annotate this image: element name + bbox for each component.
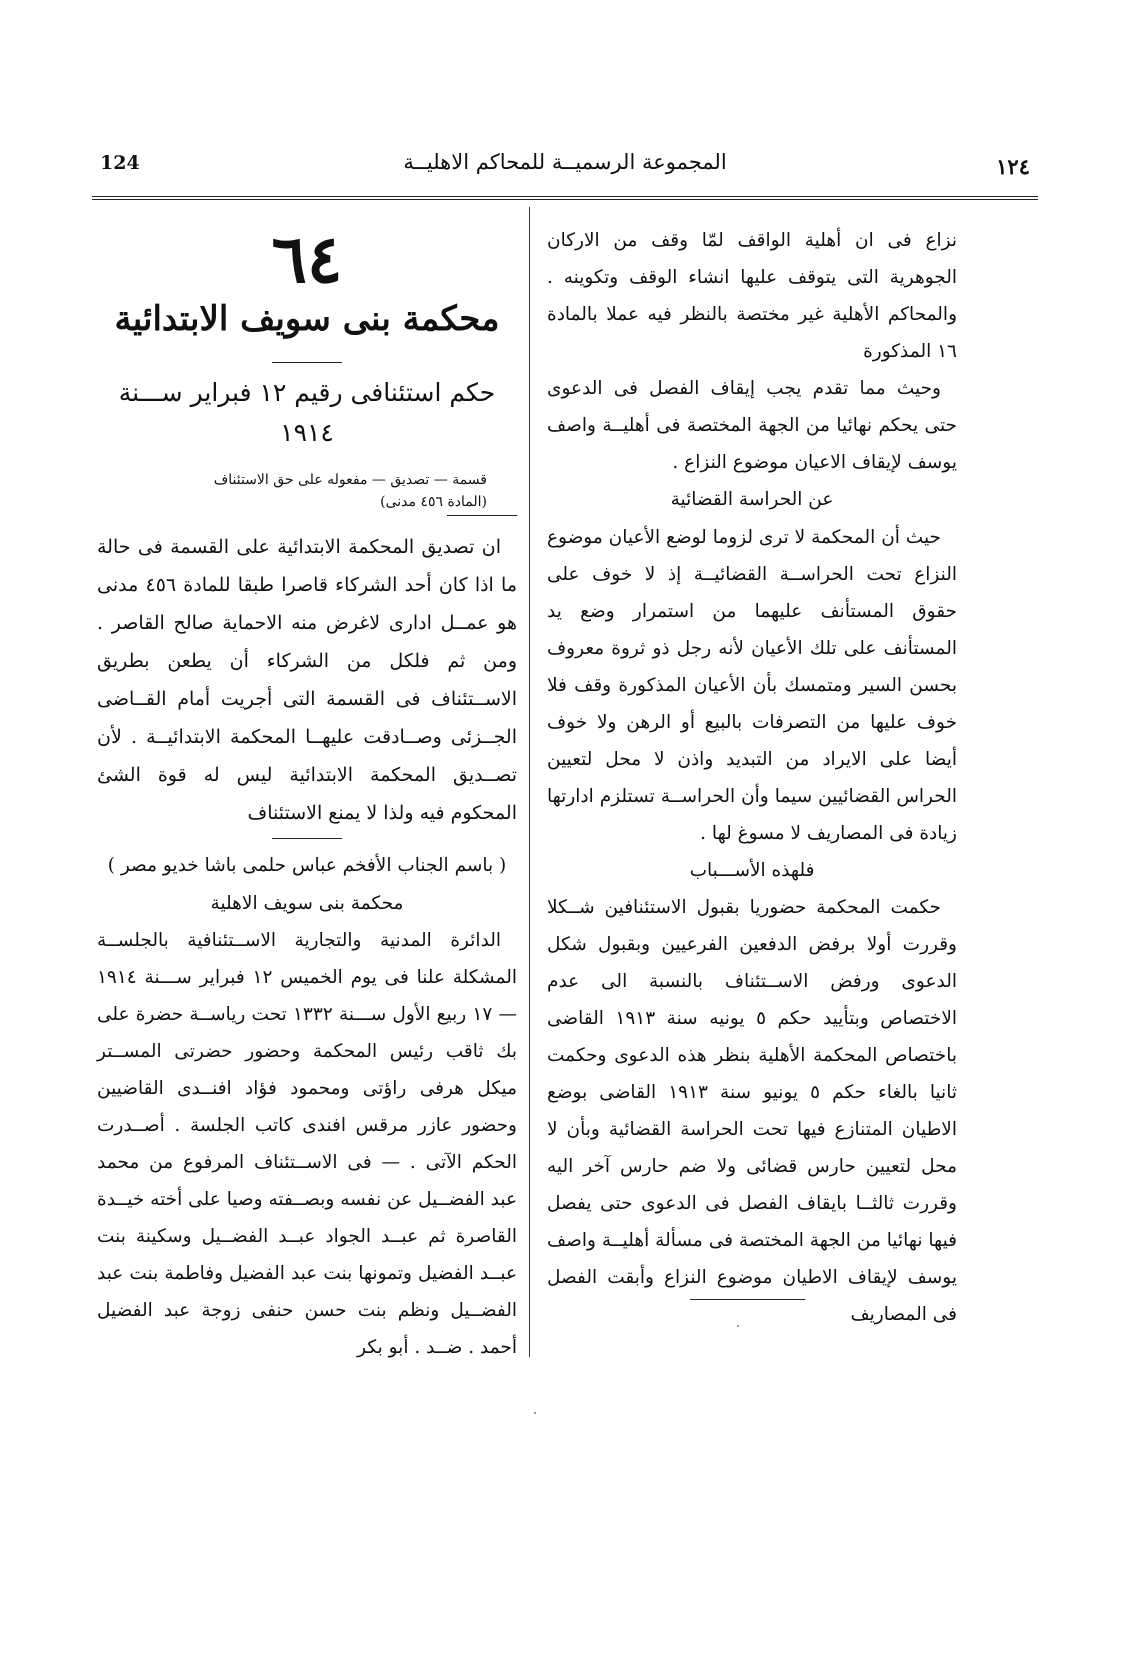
- keywords: قسمة — تصديق — مفعوله على حق الاستئناف: [213, 472, 487, 488]
- heading-guardianship: عن الحراسة القضائية: [670, 489, 834, 510]
- page-number-arabic: ١٢٤: [996, 154, 1030, 179]
- article-reference: (المادة ٤٥٦ مدنى): [380, 494, 487, 510]
- paragraph-guardianship: حيث أن المحكمة لا ترى لزوما لوضع الأعيان موضوع النزاع تحت الحراســة القضائيــة إذ لا خوف على حقوق المستأنف عليهما من استمرار وضع يد المستأنف على تلك الأعيان لأنه رجل ذو ثروة معروف بحسن السير ومتمسك بأن الأعيان المذكورة وقف فلا خوف عليها من التصرفات بالبيع أو الرهن ولا خوف أيضا على الايراد من التبديد واذن لا محل لتعيين الحراس القضائيين سيما وأن الحراســة تستلزم ادارتها زيادة فى المصاريف لا مسوغ لها .: [547, 526, 957, 844]
- summary-rule: [272, 838, 342, 839]
- right-column: [547, 222, 957, 1333]
- scan-speck: [534, 1412, 536, 1414]
- ruling-title: حكم استئنافى رقيم ١٢ فبراير ســـنة ١٩١٤: [118, 378, 496, 447]
- court-line: محكمة بنى سويف الاهلية: [210, 892, 404, 914]
- paragraph-verdict: حكمت المحكمة حضوريا بقبول الاستئنافين شــكلا وقررت أولا برفض الدفعين الفرعيين وبقبول شكل الدعوى ورفض الاســتئناف بالنسبة الى عدم الاختصاص وبتأييد حكم ٥ يونيه سنة ١٩١٣ القاضى باختصاص المحكمة الأهلية بنظر هذه الدعوى وحكمت ثانيا بالغاء حكم ٥ يونيو سنة ١٩١٣ القاضى بوضع الاطيان المتنازع فيها تحت الحراسة القضائية وبأن لا محل لتعيين حارس قضائى ولا ضم حارس آخر اليه وقررت ثالثــا بايقاف الفصل فى الدعوى حتى يفصل فيها نهائيا من الجهة المختصة فى مسألة أهليــة واصف يوسف لإيقاف الاطيان موضوع النزاع وأبقت الفصل فى المصاريف: [547, 897, 958, 1325]
- page-number-latin: 124: [100, 152, 140, 174]
- session-body: الدائرة المدنية والتجارية الاســتئنافية بالجلســة المشكلة علنا فى يوم الخميس ١٢ فبراير ســـنة ١٩١٤ — ١٧ ربيع الأول ســـنة ١٣٣٢ تحت رياســة حضرة على بك ثاقب رئيس المحكمة وحضور حضرتى المســتر ميكل هرفى راؤتى ومحمود فؤاد افنــدى القاضيين وحضور عازر مرقس افندى كاتب الجلسة . أصــدرت الحكم الآتى . — فى الاســتئناف المرفوع من محمد عبد الفضــيل عن نفسه وبصــفته وصيا على أخته خيــدة القاصرة ثم عبــد الجواد عبــد الفضــيل وسكينة بنت عبــد الفضيل وتمونها بنت عبد الفضيل وفاطمة بنت عبد الفضــيل ونظم بنت حسن حنفى زوجة عبد الفضيل أحمد . ضــد . أبو بكر: [97, 930, 517, 1358]
- court-name: محكمة بنى سويف الابتدائية: [114, 299, 500, 339]
- running-title: المجموعة الرسميــة للمحاكم الاهليــة: [403, 150, 727, 174]
- keywords-rule: [447, 515, 517, 516]
- header-double-rule: [92, 196, 1038, 200]
- column-divider: [529, 207, 530, 1357]
- left-column: [97, 222, 517, 1366]
- case-number: ٦٤: [271, 220, 343, 298]
- page-header: [100, 150, 1030, 190]
- title-rule: [272, 362, 342, 363]
- heading-reasons: فلهذه الأســـباب: [689, 859, 815, 881]
- end-rule: [690, 1299, 805, 1300]
- paragraph-jurisdiction: نزاع فى ان أهلية الواقف لمّا وقف من الاركان الجوهرية التى يتوقف عليها انشاء الوقف وتكوينه . والمحاكم الأهلية غير مختصة بالنظر فيه عملا بالمادة ١٦ المذكورة: [547, 230, 957, 362]
- scan-speck: [737, 1325, 739, 1327]
- summary: ان تصديق المحكمة الابتدائية على القسمة فى حالة ما اذا كان أحد الشركاء قاصرا طبقا للمادة ٤٥٦ مدنى هو عمــل ادارى لاغرض منه الاحماية صالح القاصر . ومن ثم فلكل من الشركاء أن يطعن بطريق الاســتئناف فى القسمة التى أجريت أمام القــاضى الجــزئى وصــادقت عليهــا المحكمة الابتدائيــة . لأن تصــديق المحكمة الابتدائية ليس له قوة الشئ المحكوم فيه ولذا لا يمنع الاستئناف: [97, 536, 517, 824]
- paragraph-suspension: وحيث مما تقدم يجب إيقاف الفصل فى الدعوى حتى يحكم نهائيا من الجهة المختصة فى أهليــة واصف يوسف لإيقاف الاعيان موضوع النزاع .: [547, 378, 957, 473]
- invocation: ( باسم الجناب الأفخم عباس حلمى باشا خديو مصر ): [107, 855, 507, 876]
